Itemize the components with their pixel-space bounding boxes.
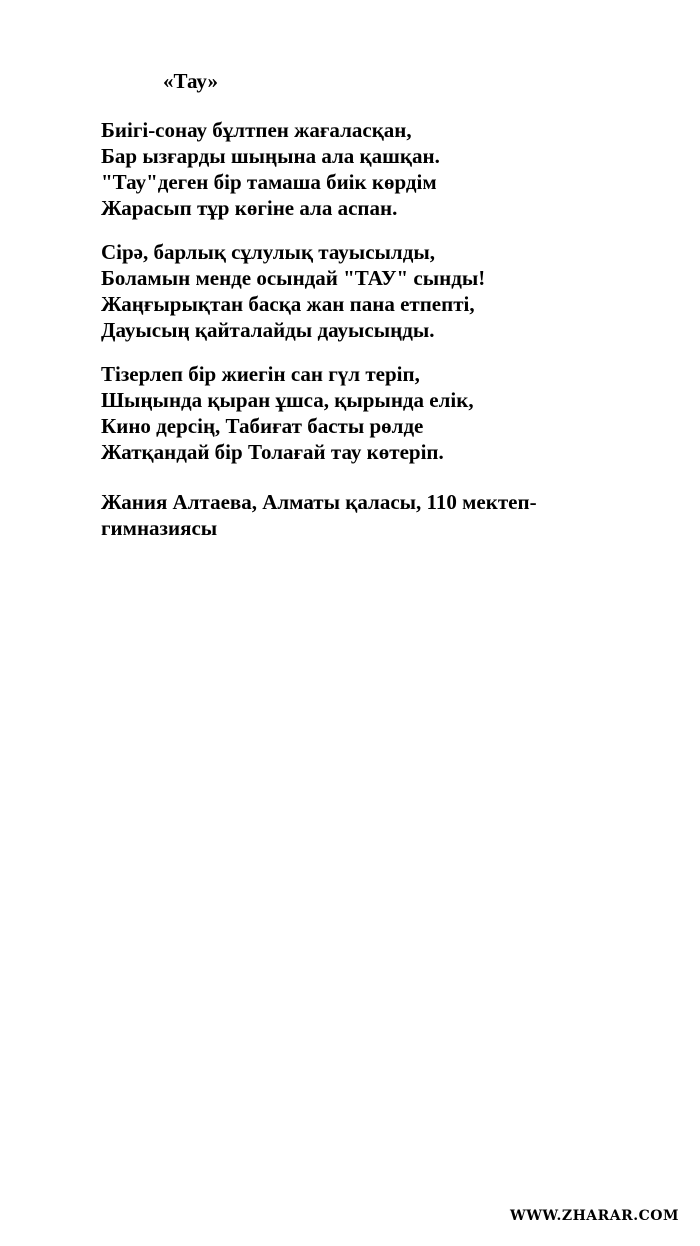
poem-line: Дауысың қайталайды дауысыңды. [101,318,435,342]
poem-line: Сірә, барлық сұлулық тауысылды, [101,240,435,264]
poem-line: Кино дерсің, Табиғат басты рөлде [101,414,424,438]
poem-line: Тізерлеп бір жиегін сан гүл теріп, [101,362,420,386]
poem-author: Жания Алтаева, Алматы қаласы, 110 мектеп-гимназиясы [101,490,537,540]
poem-line: Биігі-сонау бұлтпен жағаласқан, [101,118,412,142]
poem-line: Жарасып тұр көгіне ала аспан. [101,196,398,220]
poem-stanza-2 [101,239,485,343]
site-watermark: WWW.ZHARAR.COM [509,1208,679,1224]
poem-line: Жатқандай бір Толағай тау көтеріп. [101,440,444,464]
poem-line: Боламын менде осындай "ТАУ" сынды! [101,266,486,290]
poem-stanza-3 [101,361,474,465]
poem-line: Бар ызғарды шыңына ала қашқан. [101,144,440,168]
poem-title: «Тау» [163,69,218,93]
poem-line: Жаңғырықтан басқа жан пана етпепті, [101,292,475,316]
poem-line: Шыңында қыран ұшса, қырында елік, [101,388,474,412]
poem-stanza-1 [101,117,440,221]
poem-line: "Тау"деген бір тамаша биік көрдім [101,170,437,194]
